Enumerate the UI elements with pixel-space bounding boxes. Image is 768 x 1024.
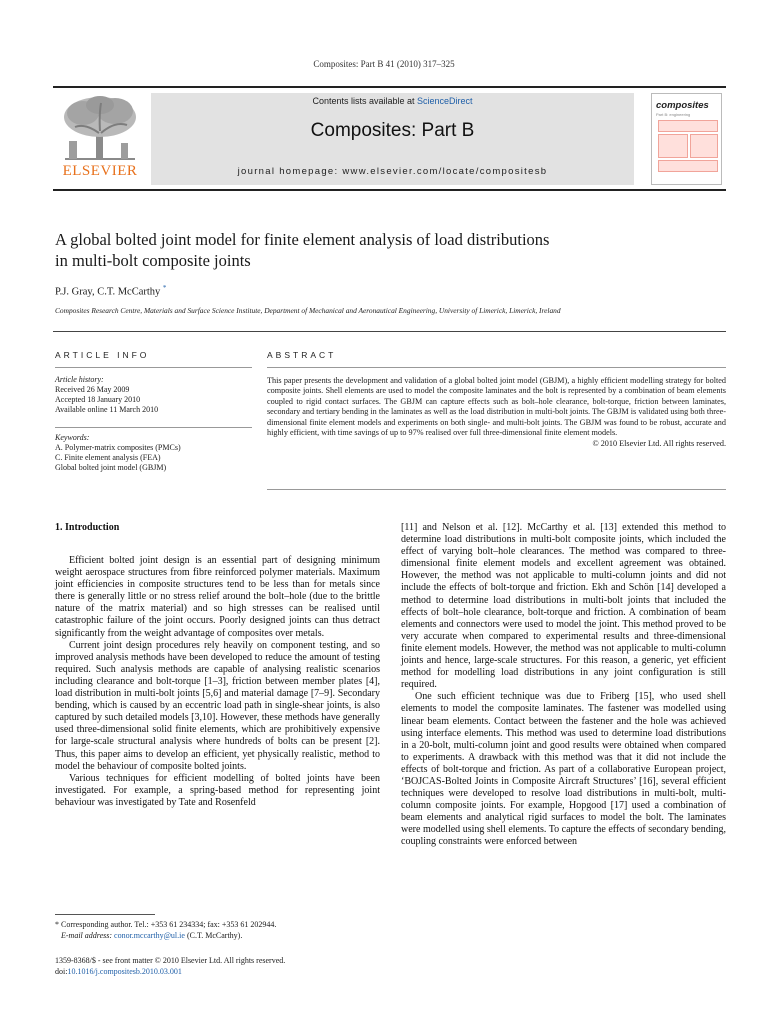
doi-line bbox=[55, 966, 285, 977]
cover-journal-name: composites bbox=[656, 100, 709, 111]
keyword: C. Finite element analysis (FEA) bbox=[55, 453, 161, 462]
email-line bbox=[55, 931, 385, 942]
cover-subtitle: Part B: engineering bbox=[656, 112, 691, 117]
affiliation: Composites Research Centre, Materials and Surface Science Institute, Department of Mechanical and Aeronautical Engineering, University of Limerick, Limerick, Ireland bbox=[55, 306, 561, 315]
abstract-text: This paper presents the development and validation of a global bolted joint model (GBJM), a highly efficient modelling strategy for bolted composite joints. Shell elements are used to model the composite laminates and the bolt is represented by a combination of beam elements coupled to rigid contact surfaces. The GBJM can capture effects such as bolt–hole clearance, bolt-torque, friction between laminates, secondary and tertiary bending in the laminates as well as the load distribution in multi-bolt joints. The GBJM is validated using both three-dimensional finite element models and experiments on both single- and multi-bolt joints. The GBJM was found to be robust, accurate and highly efficient, with time savings of up to 97% realised over full three-dimensional finite element models. bbox=[267, 376, 726, 438]
title-rule bbox=[53, 331, 726, 332]
doi-link[interactable]: 10.1016/j.compositesb.2010.03.001 bbox=[67, 967, 182, 976]
journal-citation: Composites: Part B 41 (2010) 317–325 bbox=[313, 59, 455, 69]
keyword: Global bolted joint model (GBJM) bbox=[55, 463, 167, 472]
body-paragraph: Efficient bolted joint design is an essential part of designing minimum weight aerospace structures from fibre reinforced polymer materials. Maximum joint efficiencies in composite structures tend to be less than for metals since there is generally little or no stress relief around the bolt–hole (due to the brittle nature of the matrix material) and so high stresses can be realised until catastrophic failure of the joint occurs. Poorly designed joints can thus detract significantly from the weight advantage of composites over metals. bbox=[55, 555, 380, 639]
cover-block bbox=[658, 134, 688, 158]
cover-block bbox=[658, 160, 718, 172]
doi-label: doi: bbox=[55, 967, 68, 976]
footnote-mark: * bbox=[55, 920, 59, 929]
abstract-heading: ABSTRACT bbox=[267, 350, 337, 360]
email-link[interactable]: conor.mccarthy@ul.ie bbox=[114, 930, 185, 940]
article-history bbox=[55, 375, 255, 415]
sciencedirect-link[interactable]: ScienceDirect bbox=[417, 96, 473, 106]
body-column-left bbox=[55, 522, 380, 809]
email-label: E-mail address: bbox=[61, 930, 115, 940]
elsevier-wordmark: ELSEVIER bbox=[62, 163, 138, 179]
issn-line: 1359-8368/$ - see front matter © 2010 Elsevier Ltd. All rights reserved. bbox=[55, 956, 286, 965]
cover-block bbox=[658, 120, 718, 132]
journal-title: Composites: Part B bbox=[310, 120, 475, 141]
article-info-rule bbox=[55, 427, 252, 428]
author-list bbox=[55, 284, 166, 298]
contents-prefix: Contents lists available at bbox=[312, 96, 418, 106]
title-line: in multi-bolt composite joints bbox=[55, 251, 251, 270]
article-info-heading: ARTICLE INFO bbox=[55, 350, 150, 360]
corresponding-author-note bbox=[55, 920, 385, 931]
keywords-label: Keywords: bbox=[55, 433, 90, 442]
authors: P.J. Gray, C.T. McCarthy bbox=[55, 286, 161, 298]
abstract-rule bbox=[267, 489, 726, 490]
banner-bottom-rule bbox=[53, 189, 726, 191]
history-label: Article history: bbox=[55, 375, 104, 384]
body-paragraph: Current joint design procedures rely heavily on component testing, and so improved analysis methods have been developed to reduce the amount of testing required. Such analysis methods are capable of analysing realistic scenarios including clearance and bolt-torque [1–3], friction between member plates [4], load distribution in multi-bolt joints [5,6] and material damage [7–9]. Secondary bending, which is caused by an eccentric load path in single-shear joints, is also captured by such detailed models [3,10]. However, these methods have generally used three-dimensional solid finite elements, which are prohibitively expensive for large-scale structural analysis where hundreds of bolts can be present [2]. Thus, this paper aims to develop an efficient, yet physically realistic, method to model the behaviour of composite bolted joints. bbox=[55, 639, 380, 772]
history-entry: Available online 11 March 2010 bbox=[55, 405, 159, 414]
footnote bbox=[55, 920, 385, 941]
article-title bbox=[55, 229, 715, 271]
keyword: A. Polymer-matrix composites (PMCs) bbox=[55, 443, 181, 452]
journal-homepage[interactable]: journal homepage: www.elsevier.com/locate/compositesb bbox=[237, 166, 548, 177]
keywords bbox=[55, 433, 255, 473]
contents-available-line bbox=[151, 96, 634, 106]
body-column-right bbox=[401, 522, 726, 849]
abstract-rule bbox=[267, 367, 726, 368]
history-entry: Accepted 18 January 2010 bbox=[55, 395, 141, 404]
corresponding-author-mark[interactable]: * bbox=[162, 284, 167, 292]
front-matter bbox=[55, 955, 285, 977]
cover-block bbox=[690, 134, 718, 158]
elsevier-logo bbox=[55, 93, 145, 183]
corresponding-text: Corresponding author. Tel.: +353 61 234334; fax: +353 61 202944. bbox=[61, 920, 277, 929]
title-line: A global bolted joint model for finite element analysis of load distributions bbox=[55, 230, 550, 249]
journal-cover-thumbnail bbox=[651, 93, 722, 185]
body-paragraph: Various techniques for efficient modelling of bolted joints have been investigated. For example, a spring-based method for representing joint behaviour was investigated by Tate and Rosenfeld bbox=[55, 772, 380, 808]
footnote-rule bbox=[55, 914, 155, 915]
abstract-copyright: © 2010 Elsevier Ltd. All rights reserved. bbox=[592, 438, 726, 448]
history-entry: Received 26 May 2009 bbox=[55, 385, 130, 394]
body-paragraph: [11] and Nelson et al. [12]. McCarthy et al. [13] extended this method to determine load distributions in multi-bolt composite joints, which included the effect of varying bolt–hole clearances. The method was compared to three-dimensional finite element models and excellent agreement was obtained. However, the method was not applicable to multi-column joints and did not include the effects of bolt-torque and friction. Ekh and Schön [14] developed a method to determine load distributions in multi-bolt joints that included the effects of bolt–hole clearance, bolt-torque and friction. A combination of beam elements and connectors were used to model the joint. This method proved to be very accurate when compared to experimental results and three-dimensional finite element models. However, the method was not applicable to multi-column joints and hence, large-scale structures. For this reason, a generic, yet efficient method for modelling load distributions in any joint configuration is still required. bbox=[401, 522, 726, 691]
banner-top-rule bbox=[53, 86, 726, 88]
article-info-rule bbox=[55, 367, 252, 368]
abstract-body bbox=[267, 376, 726, 449]
section-heading: 1. Introduction bbox=[55, 522, 120, 533]
tree-icon bbox=[55, 93, 145, 163]
body-paragraph: One such efficient technique was due to Friberg [15], who used shell elements to model the composite laminates. The fastener was modelled using linear beam elements. Contact between the fastener and the hole was achieved using interface elements. This method was used to determine load distributions in a 20-bolt, multi-column joint and good results were obtained when compared to experiments. A drawback with this method was that it did not include the effects of bolt-torque and friction. As part of a collaborative European project, ‘BOJCAS-Bolted Joints in Composite Aircraft Structures’ [16], several efficient techniques were developed to resolve load distributions in multi-bolt, multi-column composite joints. For example, Hopgood [17] used a combination of beam elements and analytical rigid surfaces to model the bolt. The laminates were modelled using shell elements. To capture the effects of secondary bending, coupling constraints were enforced between bbox=[401, 691, 726, 848]
email-suffix: (C.T. McCarthy). bbox=[184, 930, 243, 940]
